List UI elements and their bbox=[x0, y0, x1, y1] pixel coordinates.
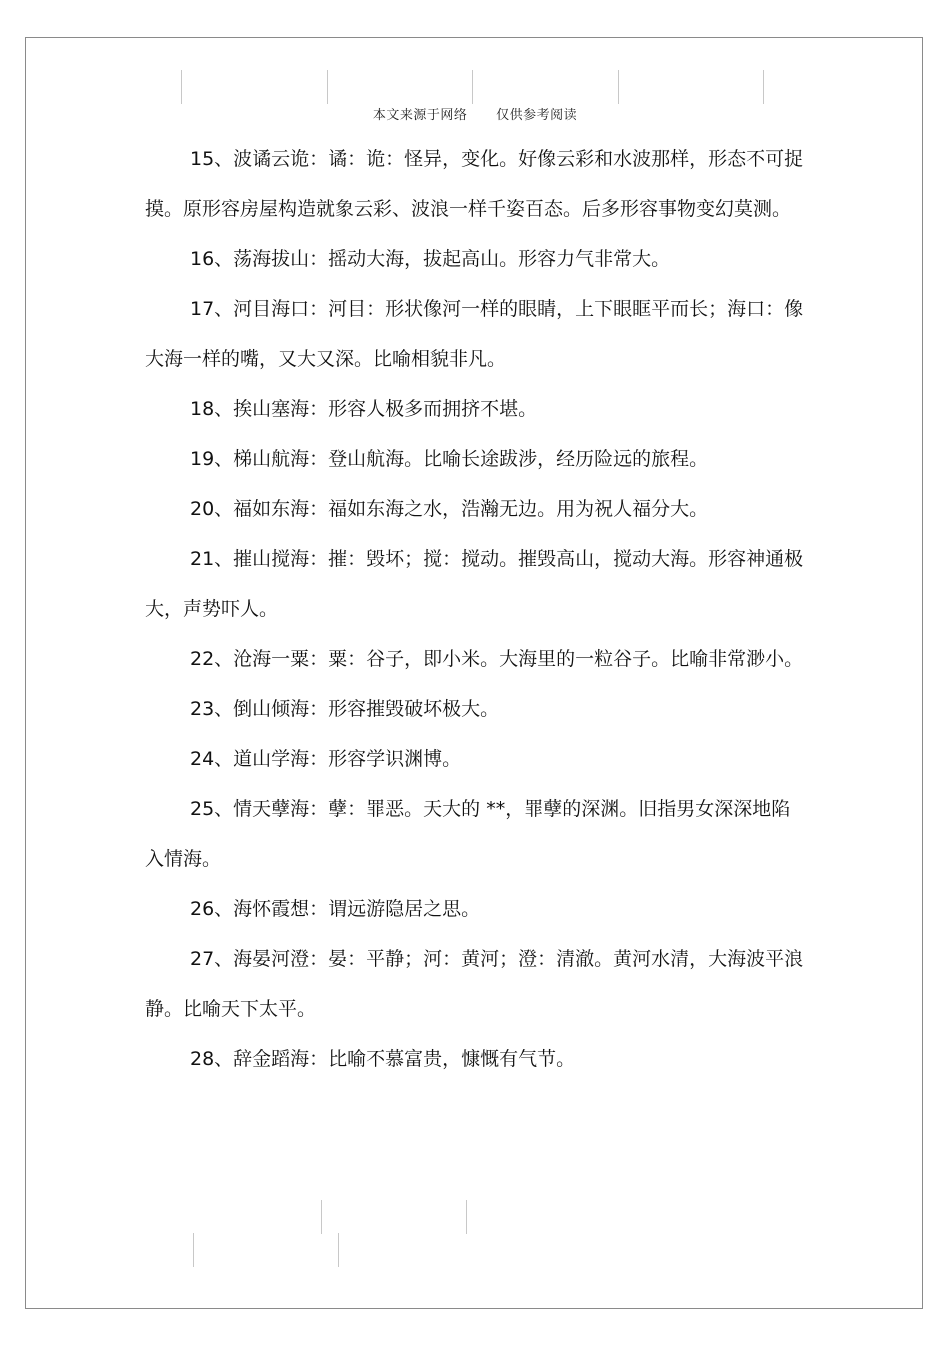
idiom-paragraph: 17、河目海口：河目：形状像河一样的眼睛，上下眼眶平而长；海口：像大海一样的嘴，又大又深。比喻相貌非凡。 bbox=[145, 298, 804, 370]
bottom-tick-mark bbox=[338, 1233, 339, 1267]
idiom-paragraph: 15、波谲云诡：谲：诡：怪异，变化。好像云彩和水波那样，形态不可捉摸。原形容房屋构造就象云彩、波浪一样千姿百态。后多形容事物变幻莫测。 bbox=[145, 148, 804, 220]
idiom-paragraph: 18、挨山塞海：形容人极多而拥挤不堪。 bbox=[190, 398, 538, 420]
bottom-tick-mark bbox=[193, 1233, 194, 1267]
idiom-paragraph: 22、沧海一粟：粟：谷子，即小米。大海里的一粒谷子。比喻非常渺小。 bbox=[190, 648, 804, 670]
idiom-paragraph: 23、倒山倾海：形容摧毁破坏极大。 bbox=[190, 698, 500, 720]
idiom-paragraph: 19、梯山航海：登山航海。比喻长途跋涉，经历险远的旅程。 bbox=[190, 448, 709, 470]
header-source-note: 本文来源于网络 bbox=[372, 108, 468, 123]
document-body bbox=[145, 134, 805, 1084]
top-tick-mark bbox=[618, 70, 619, 104]
idiom-paragraph: 21、摧山搅海：摧：毁坏；搅：搅动。摧毁高山，搅动大海。形容神通极大，声势吓人。 bbox=[145, 548, 804, 620]
top-tick-mark bbox=[181, 70, 182, 104]
idiom-paragraph: 20、福如东海：福如东海之水，浩瀚无边。用为祝人福分大。 bbox=[190, 498, 709, 520]
idiom-paragraph: 16、荡海拔山：摇动大海，拔起高山。形容力气非常大。 bbox=[190, 248, 671, 270]
idiom-paragraph: 26、海怀霞想：谓远游隐居之思。 bbox=[190, 898, 481, 920]
bottom-tick-mark bbox=[466, 1200, 467, 1234]
idiom-paragraph: 25、情天孽海：孽：罪恶。天大的 **，罪孽的深渊。旧指男女深深地陷入情海。 bbox=[145, 798, 791, 870]
idiom-paragraph: 27、海晏河澄：晏：平静；河：黄河；澄：清澈。黄河水清，大海波平浪静。比喻天下太平。 bbox=[145, 948, 804, 1020]
idiom-paragraph: 28、辞金蹈海：比喻不慕富贵，慷慨有气节。 bbox=[190, 1048, 576, 1070]
top-tick-mark bbox=[472, 70, 473, 104]
header-reference-note: 仅供参考阅读 bbox=[496, 108, 578, 123]
top-tick-mark bbox=[763, 70, 764, 104]
bottom-tick-mark bbox=[321, 1200, 322, 1234]
top-tick-mark bbox=[327, 70, 328, 104]
page-header bbox=[0, 104, 950, 123]
idiom-paragraph: 24、道山学海：形容学识渊博。 bbox=[190, 748, 462, 770]
